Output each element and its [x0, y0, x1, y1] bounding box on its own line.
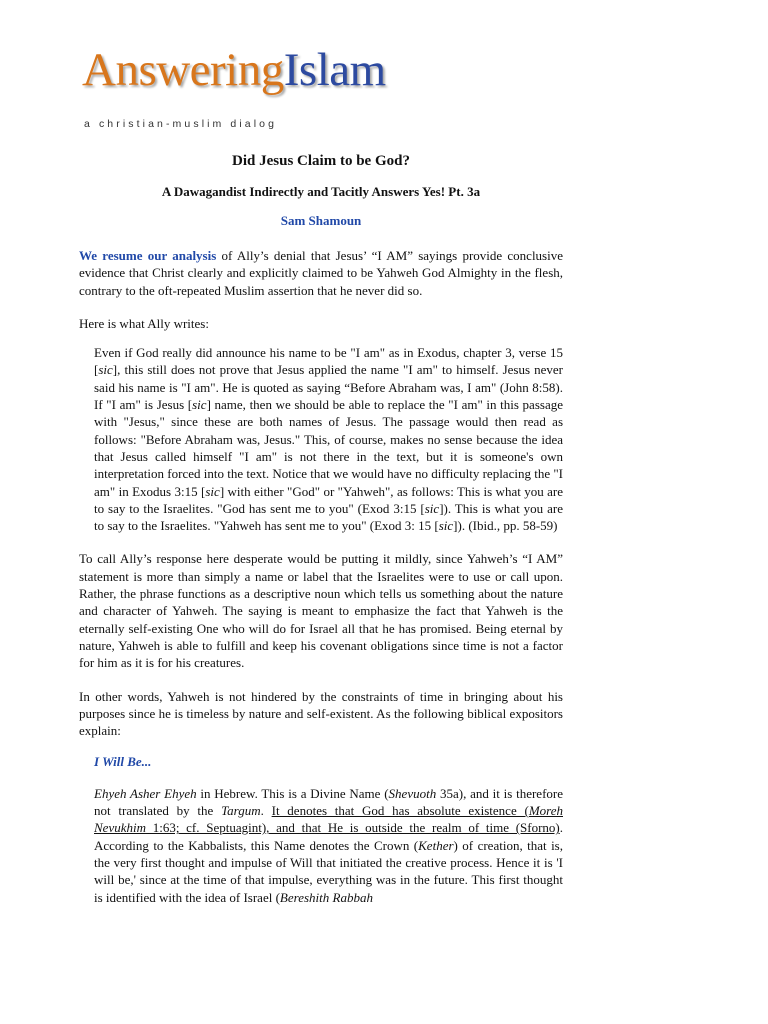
article	[79, 150, 563, 906]
blockquote-ally	[94, 344, 563, 534]
logo-text-answering: Answering	[82, 44, 284, 96]
page-title: Did Jesus Claim to be God?	[232, 153, 410, 169]
q2-text: in Hebrew. This is a Divine Name (	[196, 785, 389, 801]
q2-text: .	[260, 803, 272, 819]
blockquote-commentary	[94, 785, 563, 906]
quote-sic: sic	[438, 518, 454, 534]
q2-underline-part: 1:63; cf. Septuagint), and that He is outside the realm of time (Sforno)	[145, 820, 560, 836]
quote-text: ] with either "God" or "Yahweh", as follows: This is what you are to say to the Israelites. "God has sent me to you" (Exod 3:15 [	[94, 483, 563, 516]
author-link[interactable]: Sam Shamoun	[280, 213, 362, 228]
q2-underline-part: It denotes that God has absolute existence (	[271, 803, 529, 819]
answering-islam-logo[interactable]	[80, 44, 460, 134]
paragraph-response: To call Ally’s response here desperate would be putting it mildly, since Yahweh’s “I AM” statement is more than simply a name or label that the Israelites were to use or call upon. Rather, the phrase functions as a descriptive noun which tells us something about the nature and character of Yahweh. The saying is meant to emphasize the fact that Yahweh is the eternally self-existing One who will do for Israel all that he has promised. Being eternal by nature, Yahweh is able to fulfill and keep his covenant obligations since time is not a factor for him as it is for his creatures.	[79, 551, 563, 671]
q2-italic: Kether	[418, 837, 454, 853]
logo-text-islam: Islam	[283, 44, 386, 96]
quote-text: ]). This is what you are to say to the Israelites. "Yahweh has sent me to you" (Exod 3: 15 [	[94, 500, 563, 534]
paragraph-other-words: In other words, Yahweh is not hindered by the constraints of time in bringing about his purposes since he is timeless by nature and self-existent. As the following biblical expositors explain:	[79, 688, 563, 739]
logo-wordmark	[82, 44, 386, 96]
quote-sic: sic	[205, 483, 220, 499]
section-heading: I Will Be...	[94, 754, 152, 770]
q2-italic: Bereshith Rabbah	[279, 889, 373, 905]
quote-text: ]). (Ibid., pp. 58-59)	[453, 518, 558, 534]
paragraph-intro	[79, 247, 563, 299]
q2-text: 35a), and it is therefore not translated by the	[94, 785, 563, 819]
quote-text: Even if God really did announce his name to be "I am" as in Exodus, chapter 3, verse 15 [	[94, 345, 563, 378]
page-subtitle: A Dawagandist Indirectly and Tacitly Answers Yes! Pt. 3a	[161, 184, 481, 199]
q2-italic: Targum	[221, 803, 261, 819]
paragraph-lead-in: Here is what Ally writes:	[79, 315, 209, 331]
quote-text: ] name, then we should be able to replace the "I am" in this passage with "Jesus," since these are both names of Jesus. The passage would then read as follows: "Before Abraham was, Jesus." This, of course, makes no sense because the idea that Jesus called himself "I am" is not there in the text, but it is someone's own interpretation forced into the text. Notice that we would have no difficulty replacing the "I am" in Exodus 3:15 [	[94, 397, 563, 499]
q2-italic: Shevuoth	[388, 785, 437, 801]
q2-italic: Ehyeh Asher Ehyeh	[94, 785, 197, 801]
quote-sic: sic	[192, 397, 207, 413]
paragraph-intro-text: of Ally’s denial that Jesus’ “I AM” sayings provide conclusive evidence that Christ clearly and explicitly claimed to be Yahweh God Almighty in the flesh, contrary to the oft-repeated Muslim assertion that he never did so.	[79, 248, 563, 298]
q2-text: . According to the Kabbalists, this Name denotes the Crown (	[94, 820, 563, 853]
quote-text: ], this still does not prove that Jesus applied the name "I am" to himself. Jesus never said his name is "I am". He is quoted as saying “Before Abraham was, I am" (John 8:58). If "I am" is Jesus [	[94, 362, 563, 413]
resume-analysis-link[interactable]: We resume our analysis	[79, 248, 217, 263]
quote-sic: sic	[98, 362, 113, 378]
quote-sic: sic	[424, 500, 440, 516]
q2-text: ) of creation, that is, the very first thought and impulse of Will that initiated the creative process. Hence it is 'I will be,' since at the time of that impulse, everything was in the future. This first thought is identified with the idea of Israel (	[94, 837, 563, 905]
q2-underline-italic: Moreh Nevukhim	[94, 803, 563, 836]
logo-tagline: a christian-muslim dialog	[84, 118, 278, 130]
